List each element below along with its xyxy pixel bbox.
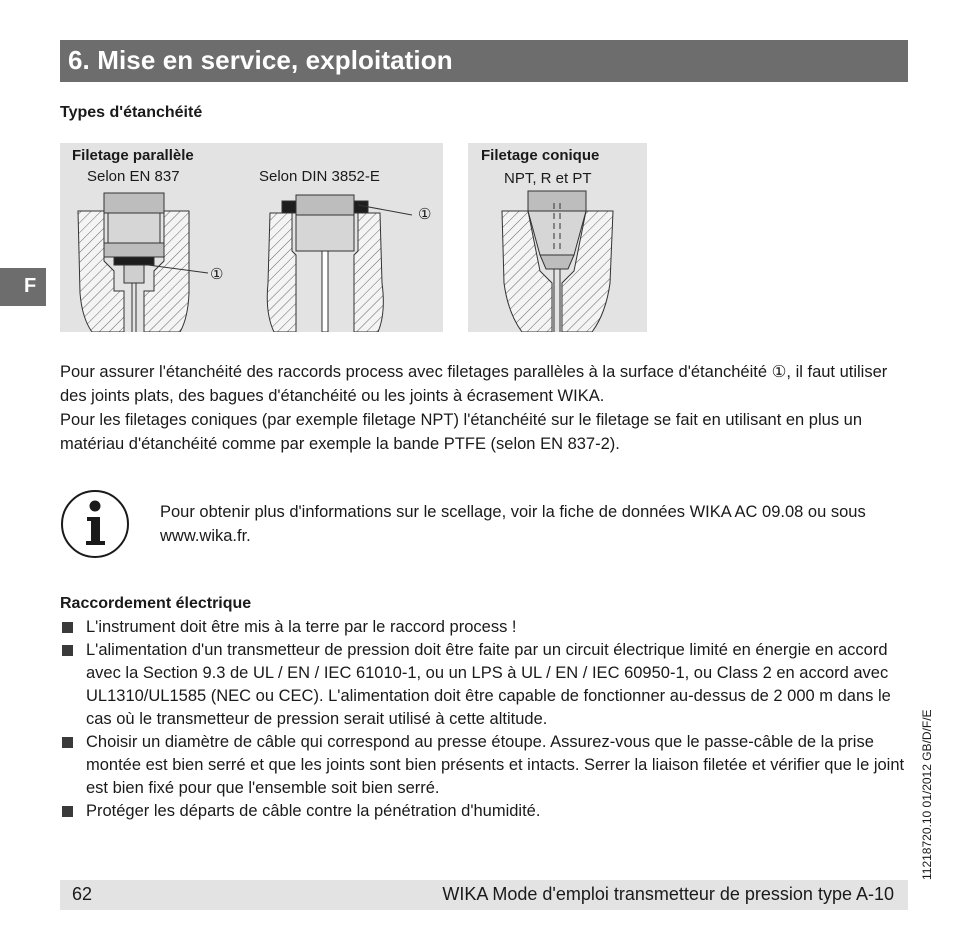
electrical-heading: Raccordement électrique [60, 595, 252, 612]
info-icon [60, 489, 130, 559]
en837-caption: Selon EN 837 [87, 168, 180, 185]
list-item [60, 800, 910, 823]
callout-marker-left: ① [210, 266, 224, 283]
conical-thread-panel [468, 143, 647, 332]
npt-caption: NPT, R et PT [504, 170, 592, 187]
section-header [60, 40, 908, 82]
list-item [60, 639, 910, 731]
bullet-square-icon [62, 622, 73, 633]
list-item-text: Protéger les départs de câble contre la pénétration d'humidité. [86, 802, 541, 820]
list-item-text: Choisir un diamètre de câble qui correspond au presse étoupe. Assurez-vous que le passe-câble de la prise montée est bien serré et que les joints sont bien présents et intacts. Serrer la liaison filetée et vérifier que le joint est bien fixé pour que l'ensemble soit bien serré. [86, 733, 905, 797]
list-item-text: L'instrument doit être mis à la terre par le raccord process ! [86, 618, 517, 636]
page-footer [60, 880, 908, 910]
page-number: 62 [72, 884, 93, 904]
bullet-square-icon [62, 737, 73, 748]
document-id: 11218720.10 01/2012 GB/D/F/E [920, 709, 934, 880]
bullet-square-icon [62, 806, 73, 817]
sealing-paragraph-2: Pour les filetages coniques (par exemple filetage NPT) l'étanchéité sur le filetage se fait en utilisant en plus un matériau d'étanchéité comme par exemple la bande PTFE (selon EN 837-2). [60, 411, 863, 453]
sealing-paragraph-1: Pour assurer l'étanchéité des raccords process avec filetages parallèles à la surface d'étanchéité ①, il faut utiliser des joints plats, des bagues d'étanchéité ou les joints à écrasement WIKA. [60, 363, 888, 405]
parallel-thread-panel [60, 143, 443, 332]
list-item-text: L'alimentation d'un transmetteur de pression doit être faite par un circuit électrique limité en énergie en accord avec la Section 9.3 de UL / EN / IEC 61010-1, ou un LPS à UL / EN / IEC 60950-1, ou Class 2 en accord avec UL1310/UL1585 (NEC ou CEC). L'alimentation doit être capable de fonctionner au-dessus de 2 000 m dans le cas où le transmetteur de pression serait utilisé à cette altitude. [86, 641, 891, 728]
electrical-list [60, 616, 910, 823]
types-heading: Types d'étanchéité [60, 104, 203, 121]
conical-thread-title: Filetage conique [481, 147, 600, 164]
list-item [60, 616, 910, 639]
bullet-square-icon [62, 645, 73, 656]
info-note: Pour obtenir plus d'informations sur le scellage, voir la fiche de données WIKA AC 09.08 ou sous www.wika.fr. [160, 503, 866, 545]
section-title: 6. Mise en service, exploitation [68, 45, 453, 75]
language-tab-letter: F [24, 275, 37, 297]
parallel-thread-title: Filetage parallèle [72, 147, 194, 164]
list-item [60, 731, 910, 800]
callout-marker-right: ① [418, 206, 432, 223]
din3852-caption: Selon DIN 3852-E [259, 168, 380, 185]
language-tab [0, 268, 46, 306]
footer-title: WIKA Mode d'emploi transmetteur de pression type A-10 [442, 884, 894, 904]
sealing-paragraph [60, 360, 910, 456]
